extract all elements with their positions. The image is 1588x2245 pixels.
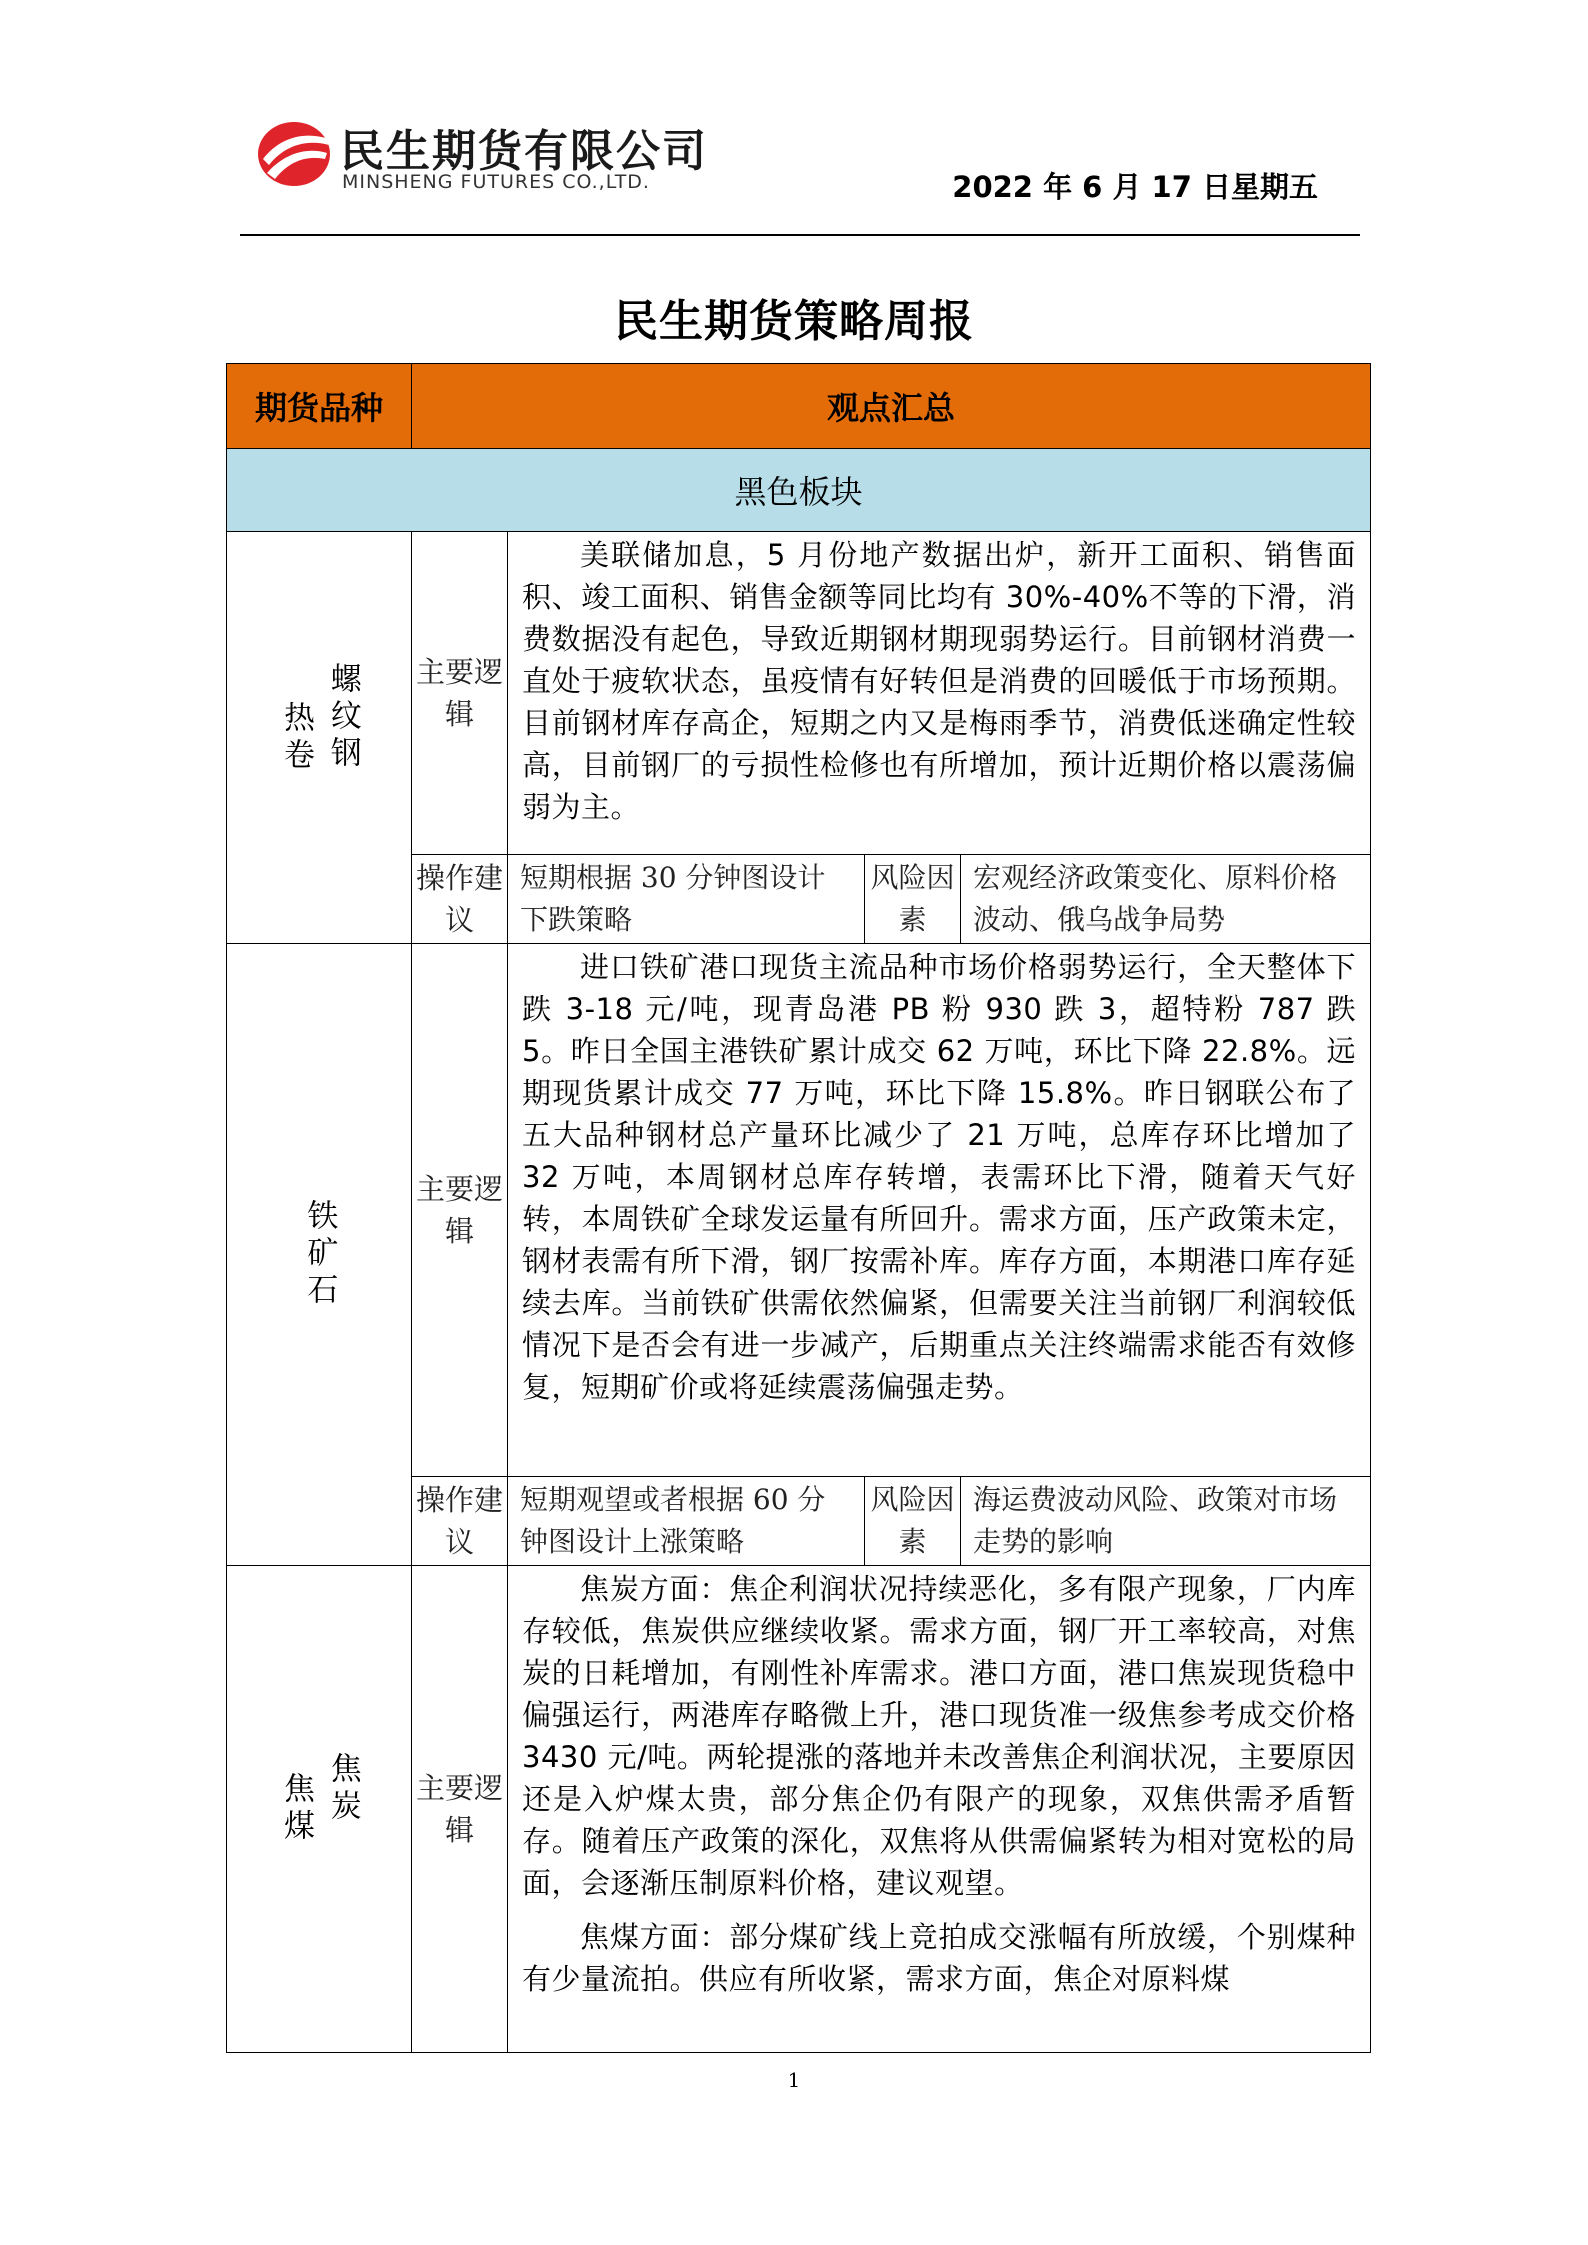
table-header-row bbox=[227, 364, 1371, 449]
header-divider bbox=[240, 234, 1360, 236]
logic-label: 主要逻辑 bbox=[412, 532, 508, 855]
logic-label: 主要逻辑 bbox=[412, 944, 508, 1477]
logic-text bbox=[508, 532, 1371, 855]
risk-text: 海运费波动风险、政策对市场走势的影响 bbox=[961, 1477, 1371, 1566]
product-cell bbox=[227, 532, 412, 944]
section-title: 黑色板块 bbox=[227, 449, 1371, 532]
col-header-summary: 观点汇总 bbox=[412, 364, 1371, 449]
logic-text bbox=[508, 1566, 1371, 2053]
op-text: 短期根据 30 分钟图设计下跌策略 bbox=[508, 855, 865, 944]
product-name-a: 铁矿石 bbox=[301, 1199, 338, 1310]
report-date: 2022 年 6 月 17 日星期五 bbox=[952, 170, 1318, 204]
table-row bbox=[227, 532, 1371, 855]
logic-paragraph: 进口铁矿港口现货主流品种市场价格弱势运行，全天整体下跌 3-18 元/吨，现青岛港 PB 粉 930 跌 3，超特粉 787 跌 5。昨日全国主港铁矿累计成交 62 万吨，环比下降 22.8%。远期现货累计成交 77 万吨，环比下降 15.8%。昨日钢联公布了五大品种钢材总产量环比减少了 21 万吨，总库存环比增加了 32 万吨，本周钢材总库存转增，表需环比下滑，随着天气好转，本周铁矿全球发运量有所回升。需求方面，压产政策未定，钢材表需有所下滑，钢厂按需补库。库存方面，本期港口库存延续去库。当前铁矿供需依然偏紧，但需要关注当前钢厂利润较低情况下是否会有进一步减产，后期重点关注终端需求能否有效修复，短期矿价或将延续震荡偏强走势。 bbox=[522, 950, 1357, 1404]
logic-paragraph: 焦煤方面：部分煤矿线上竞拍成交涨幅有所放缓，个别煤种有少量流拍。供应有所收紧，需求方面，焦企对原料煤 bbox=[522, 1920, 1357, 1996]
product-name-b: 热卷 bbox=[278, 700, 314, 775]
col-header-product: 期货品种 bbox=[227, 364, 412, 449]
product-name-a: 螺纹钢 bbox=[324, 662, 361, 773]
page-header bbox=[240, 105, 1360, 235]
table-row bbox=[227, 944, 1371, 1477]
document-title: 民生期货策略周报 bbox=[614, 296, 974, 347]
op-text: 短期观望或者根据 60 分钟图设计上涨策略 bbox=[508, 1477, 865, 1566]
product-name-a: 焦炭 bbox=[324, 1752, 361, 1826]
page-number: 1 bbox=[787, 2068, 801, 2092]
company-name-cn: 民生期货有限公司 bbox=[340, 126, 708, 177]
table-row bbox=[227, 1566, 1371, 2053]
op-label: 操作建议 bbox=[412, 1477, 508, 1566]
company-logo bbox=[240, 105, 760, 195]
op-label: 操作建议 bbox=[412, 855, 508, 944]
product-cell bbox=[227, 1566, 412, 2053]
product-cell bbox=[227, 944, 412, 1566]
logic-label: 主要逻辑 bbox=[412, 1566, 508, 2053]
risk-label: 风险因素 bbox=[865, 855, 961, 944]
section-row bbox=[227, 449, 1371, 532]
minsheng-logo-icon bbox=[255, 119, 333, 189]
risk-label: 风险因素 bbox=[865, 1477, 961, 1566]
strategy-table bbox=[226, 363, 1371, 2053]
risk-text: 宏观经济政策变化、原料价格波动、俄乌战争局势 bbox=[961, 855, 1371, 944]
product-name-b: 焦煤 bbox=[278, 1772, 314, 1846]
logic-paragraph: 焦炭方面：焦企利润状况持续恶化，多有限产现象，厂内库存较低，焦炭供应继续收紧。需求方面，钢厂开工率较高，对焦炭的日耗增加，有刚性补库需求。港口方面，港口焦炭现货稳中偏强运行，两港库存略微上升，港口现货准一级焦参考成交价格 3430 元/吨。两轮提涨的落地并未改善焦企利润状况，主要原因还是入炉煤太贵，部分焦企仍有限产的现象，双焦供需矛盾暂存。随着压产政策的深化，双焦将从供需偏紧转为相对宽松的局面，会逐渐压制原料价格，建议观望。 bbox=[522, 1572, 1357, 1900]
logic-paragraph: 美联储加息，5 月份地产数据出炉，新开工面积、销售面积、竣工面积、销售金额等同比均有 30%-40%不等的下滑，消费数据没有起色，导致近期钢材期现弱势运行。目前钢材消费一直处于疲软状态，虽疫情有好转但是消费的回暖低于市场预期。目前钢材库存高企，短期之内又是梅雨季节，消费低迷确定性较高，目前钢厂的亏损性检修也有所增加，预计近期价格以震荡偏弱为主。 bbox=[522, 538, 1357, 824]
logic-text bbox=[508, 944, 1371, 1477]
company-name-en: MINSHENG FUTURES CO.,LTD. bbox=[342, 171, 650, 193]
